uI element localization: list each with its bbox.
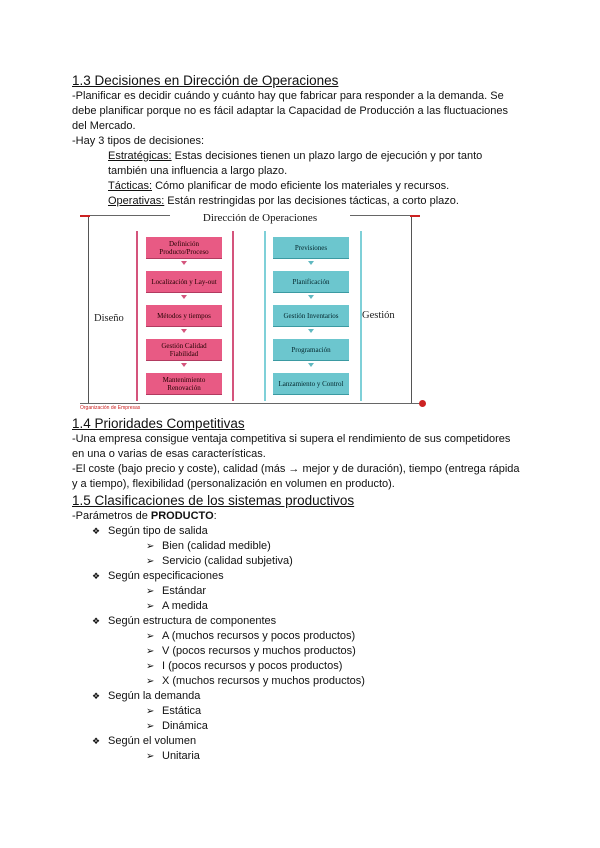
management-item-launch: Lanzamiento y Control xyxy=(273,373,349,395)
management-item-forecasts: Previsiones xyxy=(273,237,349,259)
decision-types-intro: -Hay 3 tipos de decisiones: xyxy=(72,135,205,147)
operative-decision xyxy=(72,194,522,209)
design-item-methods: Métodos y tiempos xyxy=(146,305,222,327)
design-item-quality: Gestión Calidad Fiabilidad xyxy=(146,339,222,361)
management-item-planning: Planificación xyxy=(273,271,349,293)
section-1-4-heading: 1.4 Prioridades Competitivas xyxy=(72,416,245,431)
product-parameters-intro xyxy=(72,509,522,524)
list-item: ➢ Estándar xyxy=(146,584,522,599)
design-arrow-3 xyxy=(181,329,187,333)
group-label: Según la demanda xyxy=(108,690,201,702)
design-item-definition: Definición Producto/Proceso xyxy=(146,237,222,259)
diagram-bottom-rule xyxy=(80,403,420,404)
management-arrow-2 xyxy=(308,295,314,299)
operations-diagram xyxy=(80,211,420,411)
operative-term: Operativas: xyxy=(108,195,165,207)
group-label: Según estructura de componentes xyxy=(108,615,277,627)
management-arrow-1 xyxy=(308,261,314,265)
competitive-advantage-paragraph: -Una empresa consigue ventaja competitiva si supera el rendimiento de sus competidores en una o varias de esas características. xyxy=(72,433,511,460)
list-item: ➢ I (pocos recursos y pocos productos) xyxy=(146,659,522,674)
design-item-maintenance: Mantenimiento Renovación xyxy=(146,373,222,395)
strategic-decision xyxy=(72,149,522,179)
list-item xyxy=(92,524,522,569)
group-label: Según el volumen xyxy=(108,735,197,747)
design-arrow-4 xyxy=(181,363,187,367)
management-item-inventory: Gestión Inventarios xyxy=(273,305,349,327)
management-arrow-4 xyxy=(308,363,314,367)
list-item xyxy=(92,614,522,689)
section-1-5-heading: 1.5 Clasificaciones de los sistemas productivos xyxy=(72,493,355,508)
intro-bold: PRODUCTO xyxy=(150,510,214,522)
group-label: Según especificaciones xyxy=(108,570,224,582)
list-item xyxy=(92,569,522,614)
diagram-caption: Organización de Empresas xyxy=(80,405,141,411)
sublist xyxy=(108,539,522,569)
list-item xyxy=(92,734,522,764)
list-item: ➢ Unitaria xyxy=(146,749,522,764)
list-item: ➢ A (muchos recursos y pocos productos) xyxy=(146,629,522,644)
sublist xyxy=(108,584,522,614)
design-arrow-1 xyxy=(181,261,187,265)
management-arrow-3 xyxy=(308,329,314,333)
list-item: ➢ A medida xyxy=(146,599,522,614)
tactical-decision xyxy=(72,179,522,194)
diagram-end-dot xyxy=(419,400,426,407)
design-arrow-2 xyxy=(181,295,187,299)
sublist xyxy=(108,749,522,764)
list-item: ➢ X (muchos recursos y muchos productos) xyxy=(146,674,522,689)
document-page xyxy=(72,72,522,764)
design-label: Diseño xyxy=(94,313,124,324)
management-label: Gestión xyxy=(362,310,395,321)
group-label: Según tipo de salida xyxy=(108,525,208,537)
intro-prefix: -Parámetros de xyxy=(72,510,151,522)
list-item xyxy=(92,689,522,734)
tactical-text: Cómo planificar de modo eficiente los materiales y recursos. xyxy=(152,180,450,192)
list-item: ➢ Estática xyxy=(146,704,522,719)
operative-text: Están restringidas por las decisiones tácticas, a corto plazo. xyxy=(164,195,459,207)
strategic-text: Estas decisiones tienen un plazo largo de ejecución y por tanto también una influencia a largo plazo. xyxy=(108,150,483,177)
design-item-location: Localización y Lay-out xyxy=(146,271,222,293)
diagram-left-tick xyxy=(80,215,90,217)
list-item: ➢ V (pocos recursos y muchos productos) xyxy=(146,644,522,659)
sublist xyxy=(108,629,522,689)
diagram-right-tick xyxy=(410,215,420,217)
priorities-paragraph: -El coste (bajo precio y coste), calidad (más → mejor y de duración), tiempo (entrega rápida y a tiempo), flexibilidad (personalización en volumen en producto). xyxy=(72,463,520,490)
strategic-term: Estratégicas: xyxy=(108,150,172,162)
section-1-3-heading: 1.3 Decisiones en Dirección de Operaciones xyxy=(72,73,339,88)
diagram-title: Dirección de Operaciones xyxy=(170,211,350,226)
tactical-term: Tácticas: xyxy=(108,180,153,192)
list-item: ➢ Dinámica xyxy=(146,719,522,734)
list-item: ➢ Bien (calidad medible) xyxy=(146,539,522,554)
intro-suffix: : xyxy=(213,510,217,522)
list-item: ➢ Servicio (calidad subjetiva) xyxy=(146,554,522,569)
planning-paragraph: -Planificar es decidir cuándo y cuánto hay que fabricar para responder a la demanda. Se debe planificar porque no es fácil adaptar la Capacidad de Producción a las fluctuaciones del Mercado. xyxy=(72,90,509,132)
management-item-scheduling: Programación xyxy=(273,339,349,361)
classification-list xyxy=(72,524,522,764)
sublist xyxy=(108,704,522,734)
